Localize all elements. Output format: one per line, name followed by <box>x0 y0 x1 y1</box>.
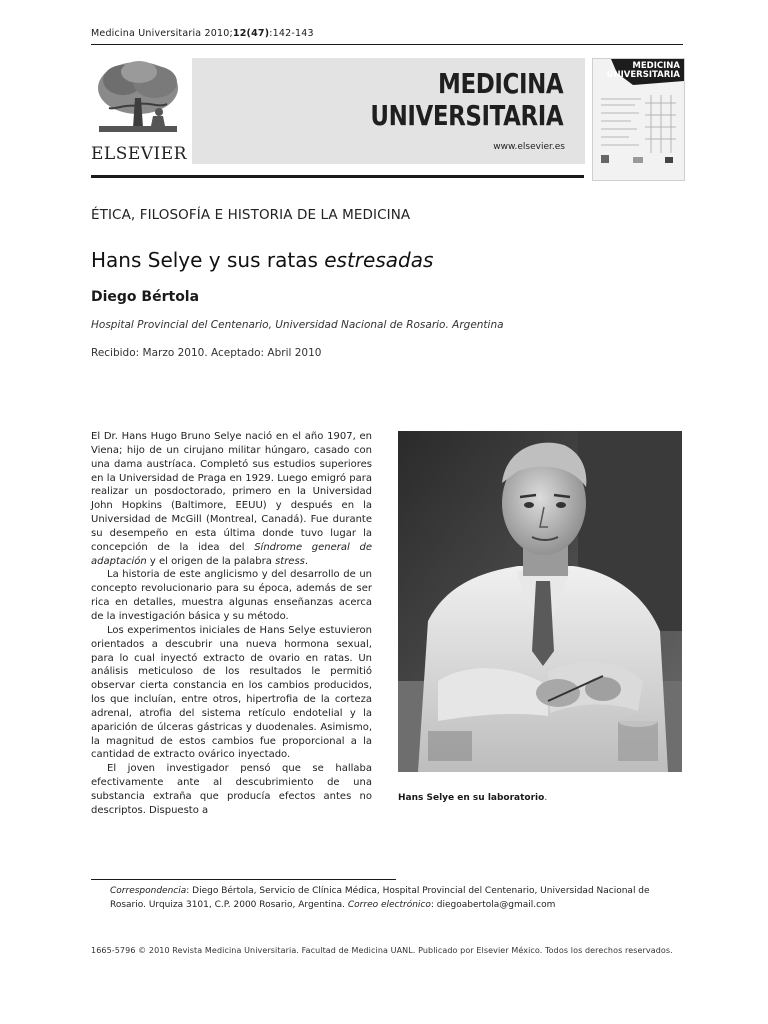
paragraph-4: El joven investigador pensó que se hallaba efectivamente ante al descubrimiento de una substancia extraña que producía efectos antes no descriptos. Dispuesto a <box>91 763 372 816</box>
copyright-line: 1665-5796 © 2010 Revista Medicina Universitaria. Facultad de Medicina UANL. Publicado por Elsevier México. Todos los derechos reservados. <box>91 946 673 955</box>
email-address: : diegoabertola@gmail.com <box>430 900 556 910</box>
paragraph-1-text-b: y el origen de la palabra <box>146 555 276 567</box>
portrait-image <box>398 431 682 772</box>
masthead-rule <box>91 175 584 178</box>
publisher-name: ELSEVIER <box>91 144 187 164</box>
cover-title-line1: MEDICINA <box>632 61 680 71</box>
section-heading: ÉTICA, FILOSOFÍA E HISTORIA DE LA MEDICINA <box>91 207 411 223</box>
paragraph-1-text: El Dr. Hans Hugo Bruno Selye nació en el año 1907, en Viena; hijo de un cirujano militar húngaro, casado con una dama austríaca. Completó sus estudios superiores en la Universidad de Praga en 1929. Luego emigró para realizar un posdoctorado, primero en la Universidad John Hopkins (Baltimore, EEUU) y después en la Universidad de McGill (Montreal, Canadá). Fue durante su desempeño en esta última donde tuvo lugar la concepción de la idea del <box>91 431 372 553</box>
received-accepted-dates: Recibido: Marzo 2010. Aceptado: Abril 2010 <box>91 347 322 359</box>
correspondence-footnote <box>110 884 683 912</box>
correspondence-label: Correspondencia <box>110 886 187 896</box>
top-rule <box>91 44 683 45</box>
journal-title-line1: MEDICINA <box>437 67 563 100</box>
article-title <box>91 248 433 272</box>
journal-banner <box>192 58 585 164</box>
caption-period: . <box>544 793 548 803</box>
journal-title-line2: UNIVERSITARIA <box>370 99 563 132</box>
title-main: Hans Selye y sus ratas <box>91 248 325 272</box>
correspondence-text: : Diego Bértola, Servicio de Clínica Médica, Hospital Provincial del Centenario, Universidad Nacional de Rosario. Urquiza 3101, C.P. 2000 Rosario, Argentina. <box>110 886 650 910</box>
cover-title-line2: UNIVERSITARIA <box>606 70 680 80</box>
citation-volume: 12(47) <box>232 28 270 39</box>
citation-pages: :142-143 <box>269 28 314 39</box>
journal-cover-thumbnail <box>592 58 685 181</box>
footnote-rule <box>91 879 396 880</box>
figure-caption <box>398 793 547 803</box>
tree-logo-icon <box>93 58 183 138</box>
journal-citation <box>91 28 314 39</box>
title-italic: estresadas <box>324 248 434 272</box>
email-label: Correo electrónico <box>347 900 431 910</box>
body-text-column <box>91 430 372 818</box>
author-name: Diego Bértola <box>91 289 200 305</box>
hans-selye-photo <box>398 431 682 772</box>
author-affiliation: Hospital Provincial del Centenario, Universidad Nacional de Rosario. Argentina <box>91 319 504 331</box>
paragraph-1-end: . <box>304 555 309 567</box>
cover-title <box>607 62 680 80</box>
paragraph-2: La historia de este anglicismo y del desarrollo de un concepto revolucionario para su época, además de ser rica en detalles, muestra algunas enseñanzas acerca de la investigación básica y su método. <box>91 569 372 622</box>
paragraph-1 <box>91 430 372 568</box>
journal-url: www.elsevier.es <box>493 142 565 152</box>
syndrome-term: Síndrome general de adaptación <box>91 541 372 567</box>
journal-title <box>370 68 563 132</box>
citation-journal: Medicina Universitaria 2010; <box>91 28 233 39</box>
elsevier-logo <box>91 58 185 163</box>
stress-term: stress <box>275 555 305 567</box>
caption-text: Hans Selye en su laboratorio <box>398 793 545 803</box>
cover-contents-lines <box>601 95 676 165</box>
paragraph-3: Los experimentos iniciales de Hans Selye estuvieron orientados a descubrir una nueva hormona sexual, para lo cual inyectó extracto de ovario en ratas. Un análisis meticuloso de los resultados le permitió observar cierta constancia en los cambios producidos, los que incluían, entre otros, hipertrofia de la corteza adrenal, atrofia del sistema retículo endotelial y la aparición de úlceras gástricas y duodenales. Asimismo, la magnitud de estos cambios fue proporcional a la cantidad de extracto ovárico inyectado. <box>91 624 372 761</box>
